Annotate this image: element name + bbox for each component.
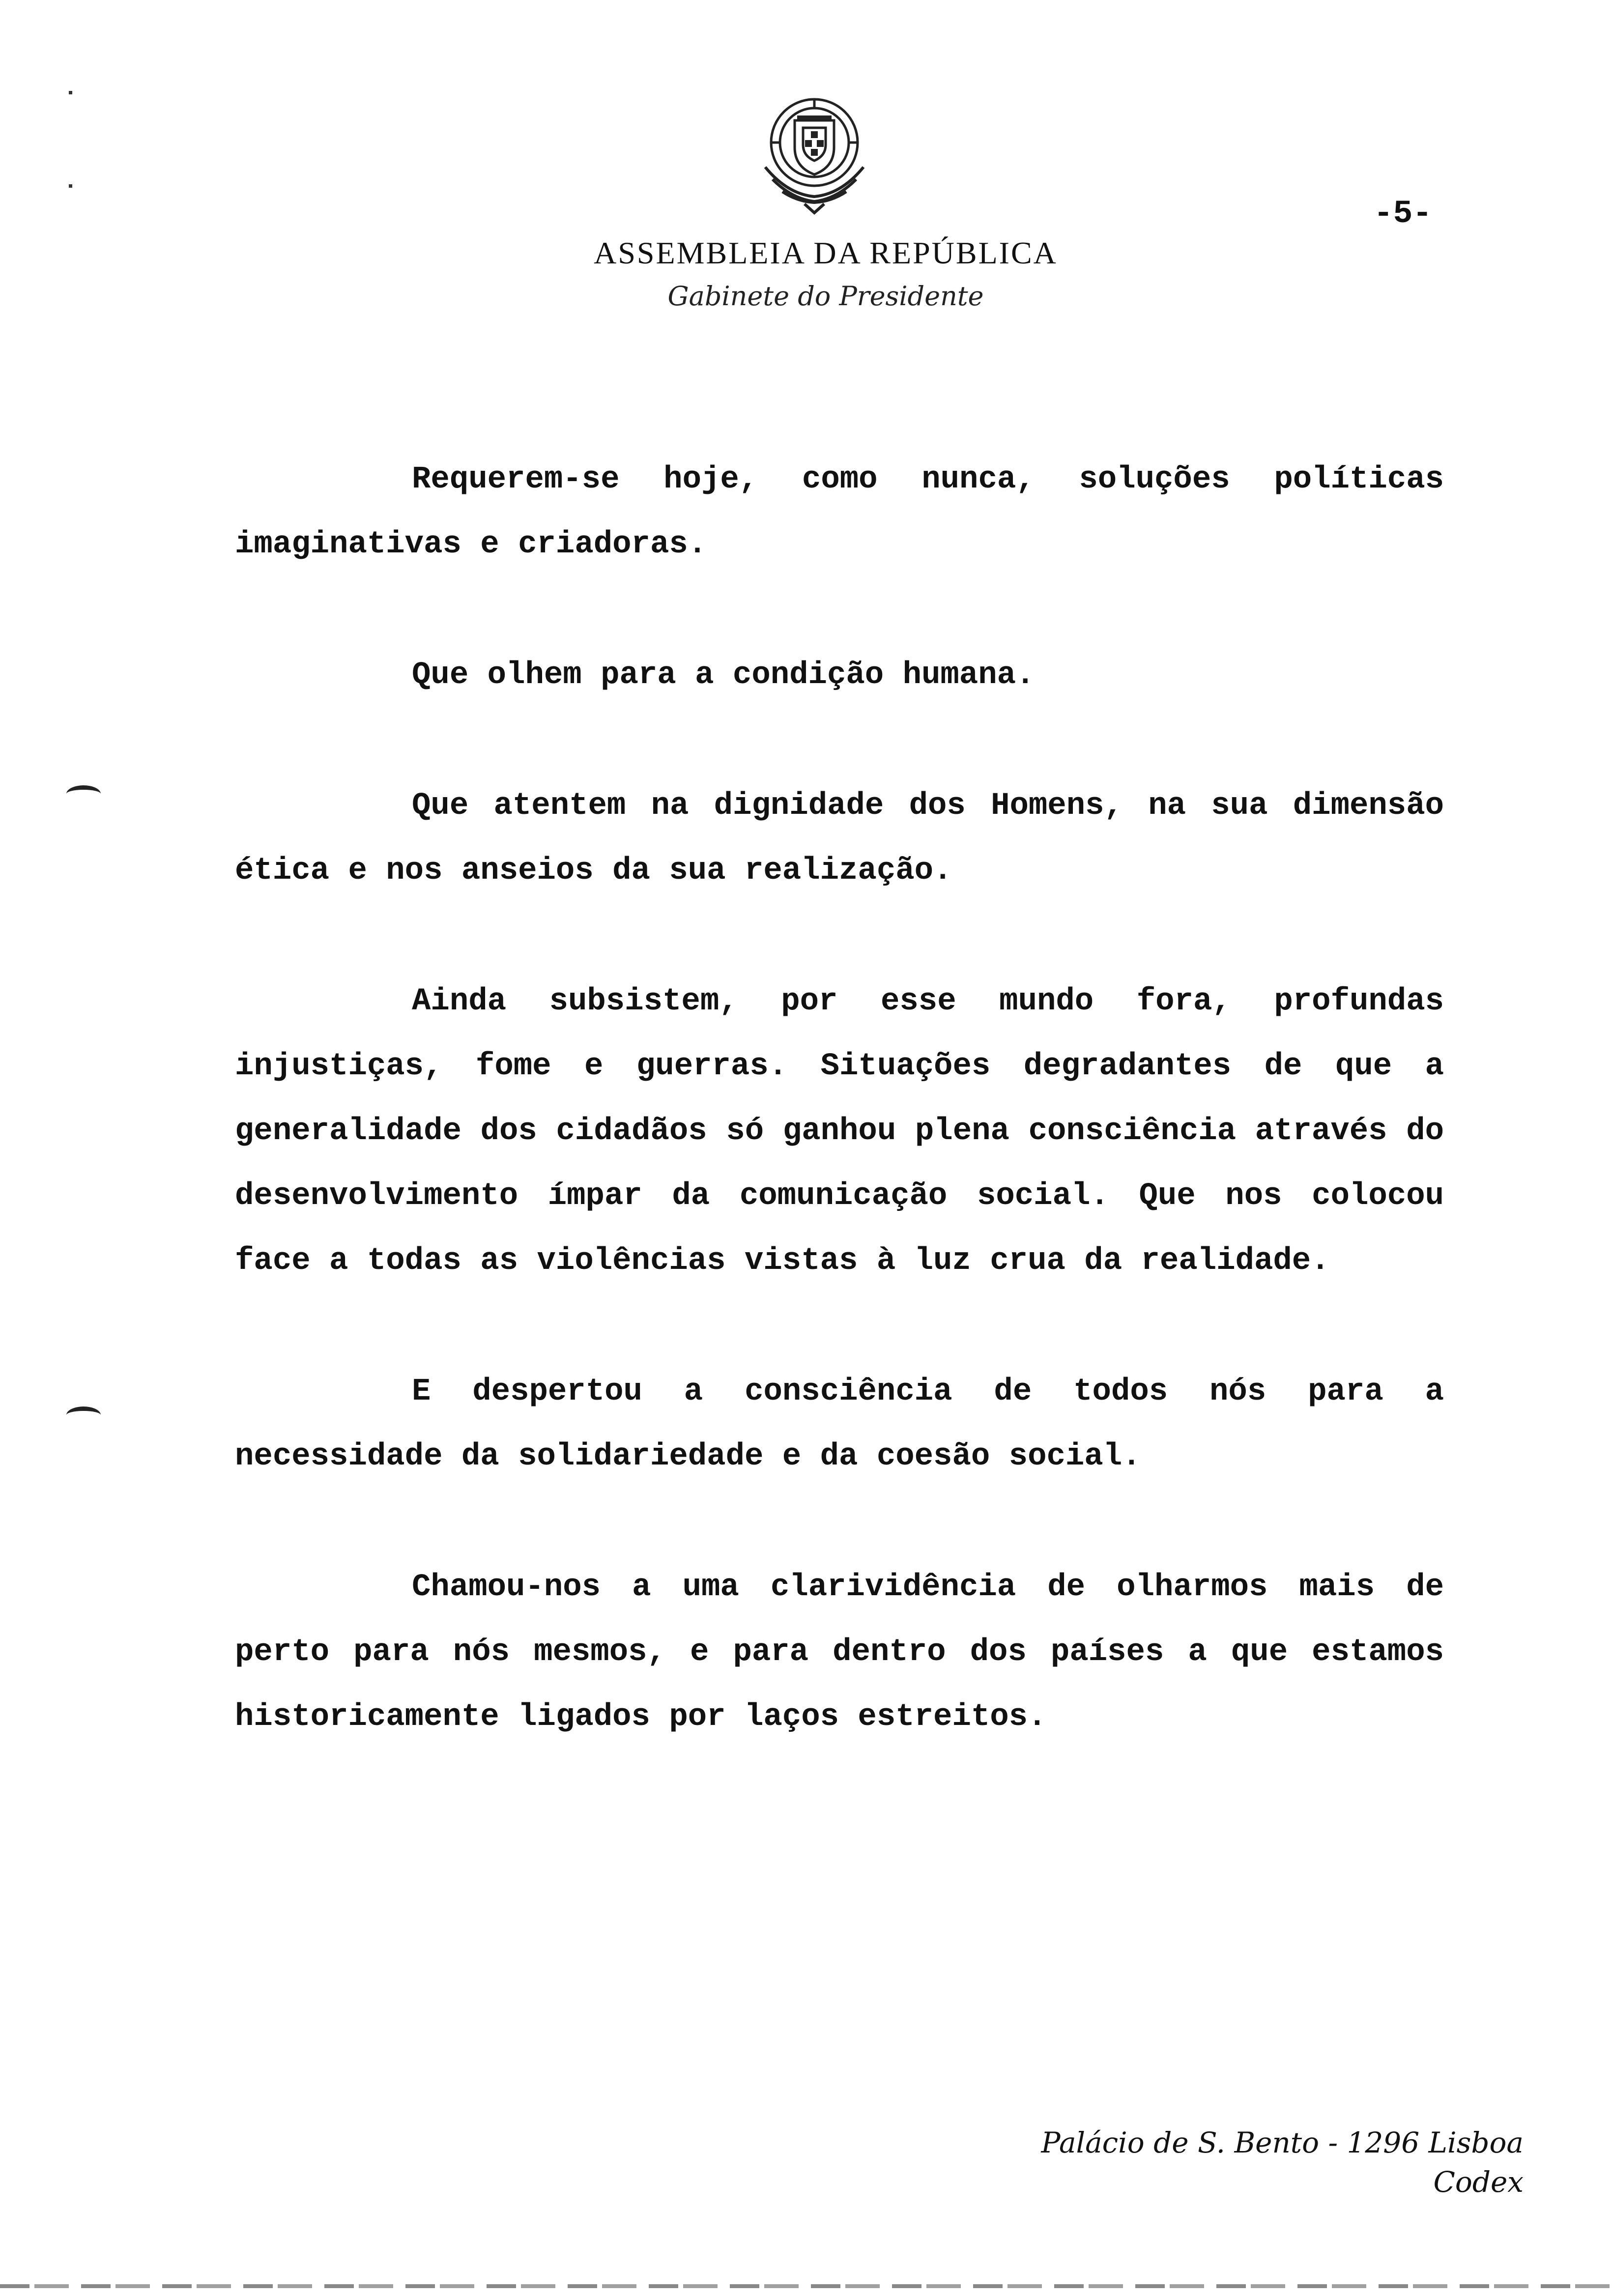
- institution-name: ASSEMBLEIA DA REPÚBLICA: [594, 235, 1058, 270]
- scan-edge: [0, 2284, 1612, 2288]
- paragraph: Chamou-nos a uma clarividência de olharmos mais de perto para nós mesmos, e para dentro dos países a que estamos historicamente ligados por laços estreitos.: [235, 1570, 1444, 1735]
- paragraph: Que olhem para a condição humana.: [412, 658, 1035, 693]
- footer-address: Palácio de S. Bento - 1296 Lisboa Codex: [1041, 2126, 1524, 2199]
- scan-mark: [66, 1406, 101, 1424]
- coat-of-arms-icon: [748, 86, 881, 219]
- office-name: Gabinete do Presidente: [667, 281, 984, 312]
- page-number: -5-: [1374, 195, 1432, 232]
- paragraph: E despertou a consciência de todos nós para a necessidade da solidariedade e da coesão social.: [235, 1374, 1444, 1474]
- letter-body: [235, 447, 1444, 1815]
- paragraph: Requerem-se hoje, como nunca, soluções políticas imaginativas e criadoras.: [235, 462, 1444, 562]
- paragraph: Que atentem na dignidade dos Homens, na sua dimensão ética e nos anseios da sua realização.: [235, 788, 1444, 889]
- scan-mark: [66, 785, 101, 803]
- paragraph: Ainda subsistem, por esse mundo fora, profundas injustiças, fome e guerras. Situações degradantes de que a generalidade dos cidadãos só ganhou plena consciência através do desenvolvimento ímpar da comunicação social. Que nos colocou face a todas as violências vistas à luz crua da realidade.: [235, 984, 1444, 1279]
- scan-speck: [69, 184, 72, 188]
- scan-speck: [69, 91, 72, 94]
